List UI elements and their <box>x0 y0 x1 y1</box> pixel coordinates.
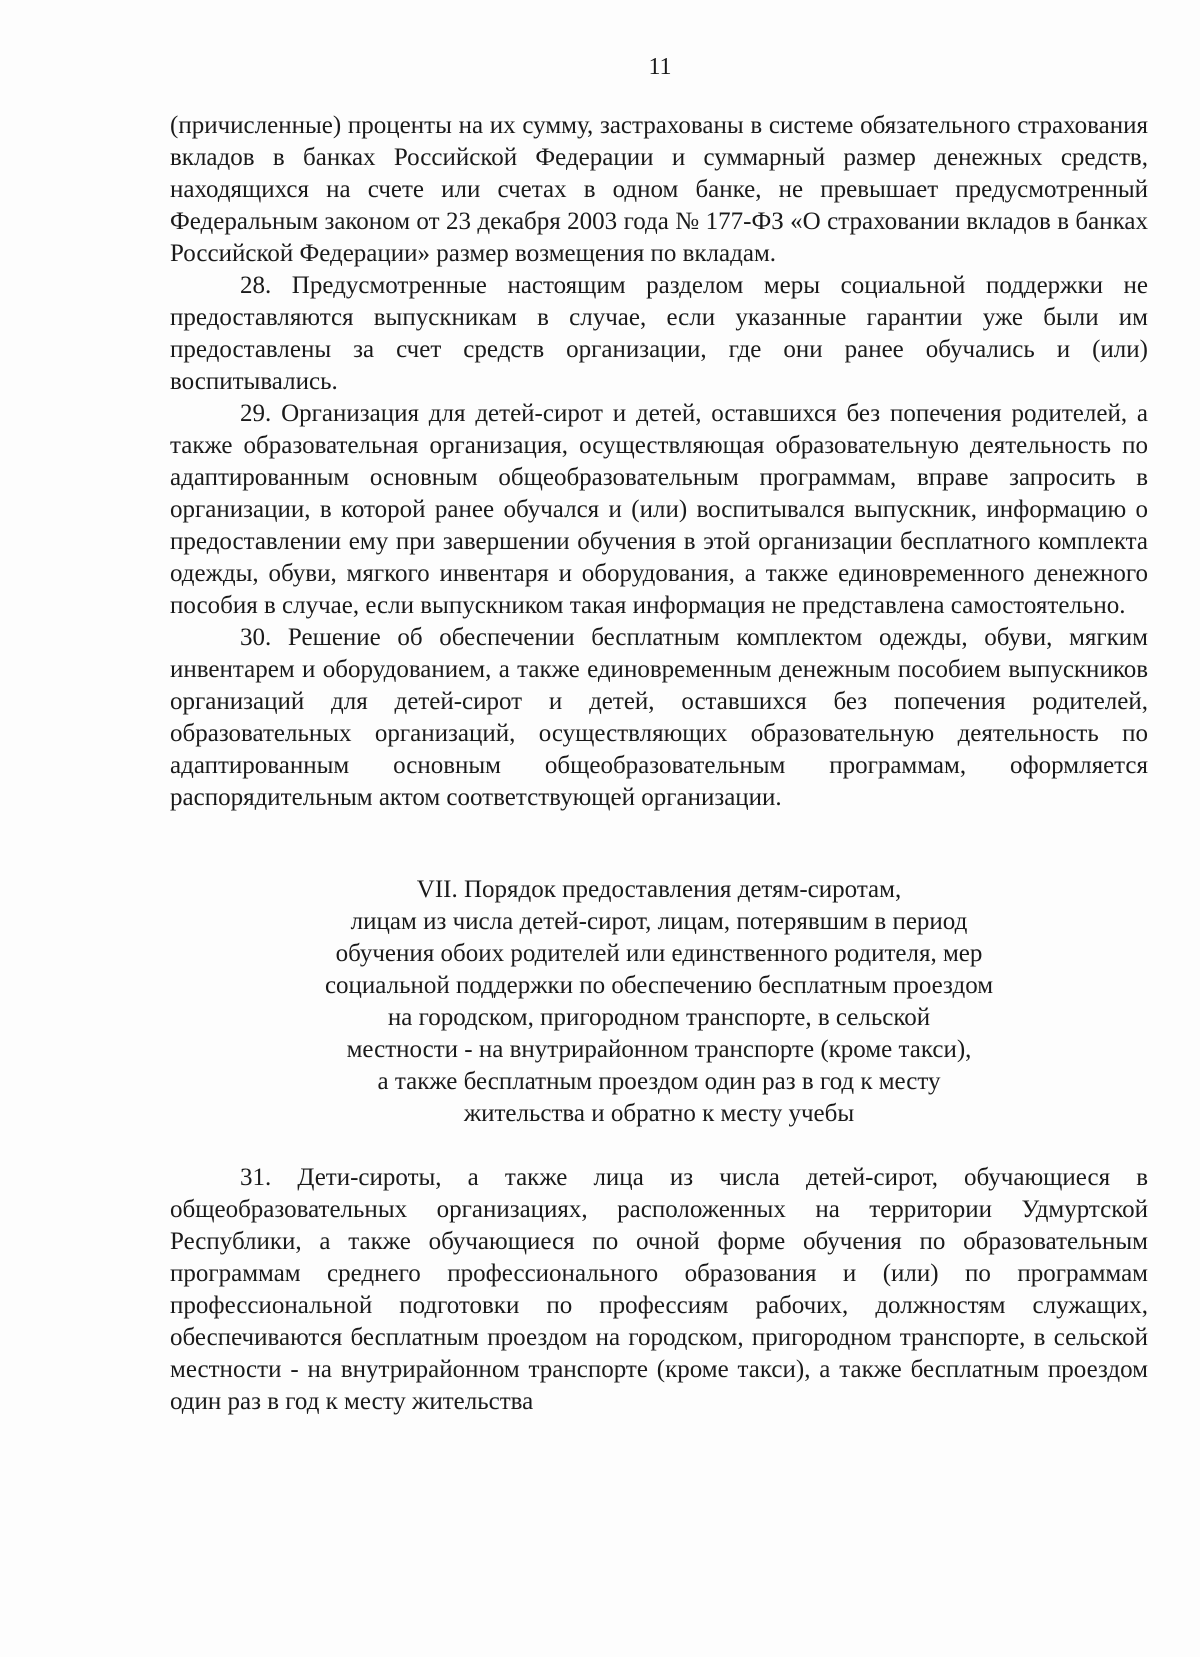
section-heading-line: а также бесплатным проездом один раз в год к месту <box>377 1068 941 1095</box>
section-heading-line: лицам из числа детей-сирот, лицам, потерявшим в период <box>350 908 968 935</box>
section-heading-line: обучения обоих родителей или единственного родителя, мер <box>335 940 983 967</box>
section-heading-vii <box>170 874 1148 1130</box>
section-heading-line: на городском, пригородном транспорте, в сельской <box>387 1004 931 1031</box>
section-heading-line: VII. Порядок предоставления детям-сиротам, <box>416 876 902 903</box>
paragraph-31: 31. Дети-сироты, а также лица из числа детей-сирот, обучающиеся в общеобразовательных организациях, расположенных на территории Удмуртской Республики, а также обучающиеся по очной форме обучения по образовательным программам среднего профессионального образования и (или) по программам профессиональной подготовки по профессиям рабочих, должностям служащих, обеспечиваются бесплатным проездом на городском, пригородном транспорте, в сельской местности - на внутрирайонном транспорте (кроме такси), а также бесплатным проездом один раз в год к месту жительства <box>170 1164 1148 1415</box>
paragraph-30: 30. Решение об обеспечении бесплатным комплектом одежды, обуви, мягким инвентарем и оборудованием, а также единовременным денежным пособием выпускников организаций для детей-сирот и детей, оставшихся без попечения родителей, образовательных организаций, осуществляющих образовательную деятельность по адаптированным основным общеобразовательным программам, оформляется распорядительным актом соответствующей организации. <box>170 624 1148 811</box>
section-heading-line: жительства и обратно к месту учебы <box>463 1100 855 1127</box>
section-heading-line: местности - на внутрирайонном транспорте (кроме такси), <box>346 1036 972 1063</box>
section-heading-line: социальной поддержки по обеспечению бесплатным проездом <box>324 972 994 999</box>
document-body <box>170 110 1148 1418</box>
paragraph-28: 28. Предусмотренные настоящим разделом меры социальной поддержки не предоставляются выпускникам в случае, если указанные гарантии уже были им предоставлены за счет средств организации, где они ранее обучались и (или) воспитывались. <box>170 272 1148 395</box>
paragraph-continuation: (причисленные) проценты на их сумму, застрахованы в системе обязательного страхования вкладов в банках Российской Федерации и суммарный размер денежных средств, находящихся на счете или счетах в одном банке, не превышает предусмотренный Федеральным законом от 23 декабря 2003 года № 177-ФЗ «О страховании вкладов в банках Российской Федерации» размер возмещения по вкладам. <box>170 112 1148 267</box>
paragraph-29: 29. Организация для детей-сирот и детей, оставшихся без попечения родителей, а также образовательная организация, осуществляющая образовательную деятельность по адаптированным основным общеобразовательным программам, вправе запросить в организации, в которой ранее обучался и (или) воспитывался выпускник, информацию о предоставлении ему при завершении обучения в этой организации бесплатного комплекта одежды, обуви, мягкого инвентаря и оборудования, а также единовременного денежного пособия в случае, если выпускником такая информация не представлена самостоятельно. <box>170 400 1148 619</box>
page-number: 11 <box>648 54 672 80</box>
